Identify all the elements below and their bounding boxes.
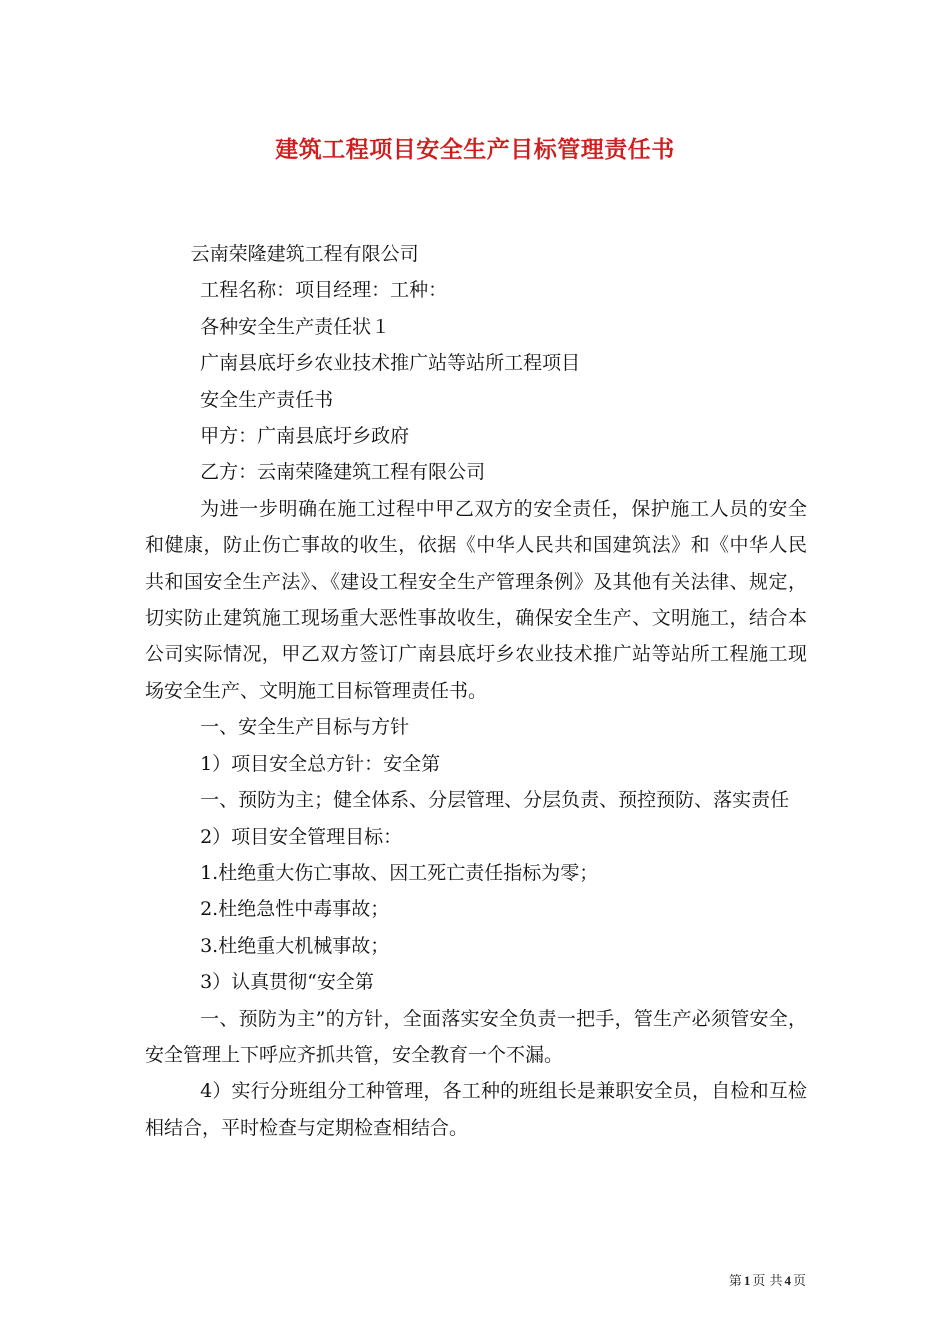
company-name-line: 云南荣隆建筑工程有限公司 [190, 243, 419, 265]
target-item-2: 2.杜绝急性中毒事故； [200, 898, 390, 921]
preamble-paragraph: 为进一步明确在施工过程中甲乙双方的安全责任，保护施工人员的安全和健康，防止伤亡事故的收生，依据《中华人民共和国建筑法》和《中华人民共和国安全生产法》、《建设工程安全生产管理条例》及其他有关法律、规定，切实防止建筑施工现场重大恶性事故收生，确保安全生产、文明施工，结合本公司实际情况，甲乙双方签订广南县底圩乡农业技术推广站等站所工程施工现场安全生产、文明施工目标管理责任书。 [145, 497, 807, 702]
project-name-line: 广南县底圩乡农业技术推广站等站所工程项目 [200, 352, 581, 375]
target-item-3: 3.杜绝重大机械事故； [200, 934, 390, 957]
project-info-line: 工程名称：项目经理：工种： [200, 279, 448, 302]
subtitle-line: 各种安全生产责任状１ [200, 315, 391, 338]
party-b-line: 乙方：云南荣隆建筑工程有限公司 [200, 461, 486, 484]
footer-prefix: 第 [728, 1274, 742, 1289]
current-page-number: 1 [743, 1273, 751, 1288]
responsibility-heading: 安全生产责任书 [200, 388, 334, 411]
footer-suffix: 页 [792, 1274, 806, 1289]
page-footer [650, 1272, 806, 1291]
target-item-1: 1.杜绝重大伤亡事故、因工死亡责任指标为零； [200, 861, 599, 884]
total-pages-number: 4 [784, 1273, 791, 1288]
policy-item-1-continued: 一、预防为主；健全体系、分层管理、分层负责、预控预防、落实责任 [200, 789, 790, 812]
footer-middle: 页 共 [752, 1274, 783, 1289]
section-heading-1: 一、安全生产目标与方针 [200, 716, 410, 739]
policy-item-4: 4）实行分班组分工种管理，各工种的班组长是兼职安全员，自检和互检相结合，平时检查与定期检查相结合。 [145, 1080, 807, 1139]
document-title: 建筑工程项目安全生产目标管理责任书 [275, 136, 675, 163]
policy-item-3-continued: 一、预防为主”的方针，全面落实安全负责一把手，管生产必须管安全，安全管理上下呼应齐抓共管，安全教育一个不漏。 [145, 1007, 807, 1066]
document-body [145, 236, 807, 1146]
party-a-line: 甲方：广南县底圩乡政府 [200, 425, 410, 448]
policy-item-1: 1）项目安全总方针：安全第 [200, 752, 441, 775]
policy-item-2: 2）项目安全管理目标： [200, 825, 403, 848]
policy-item-3: 3）认真贯彻“安全第 [200, 971, 374, 994]
